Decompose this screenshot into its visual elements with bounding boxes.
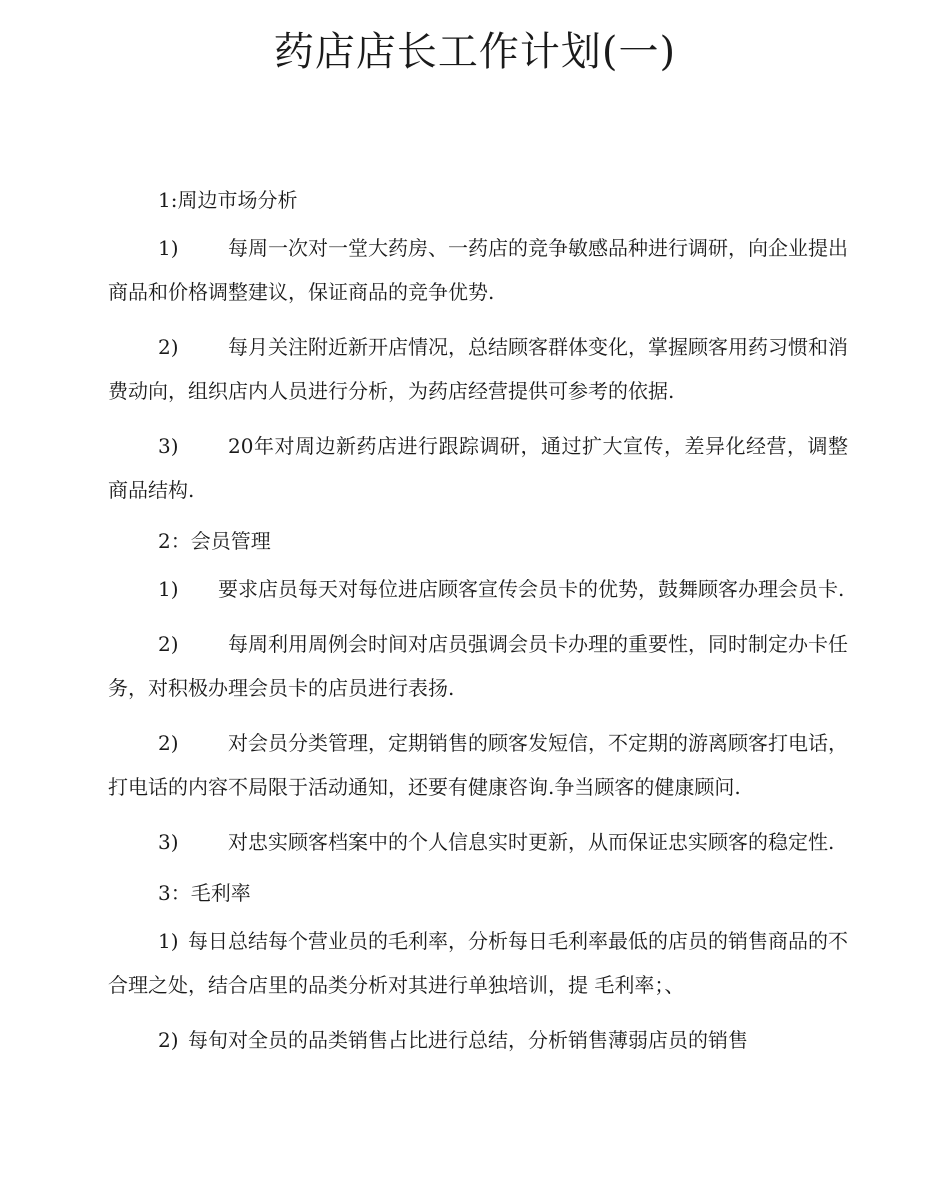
item-text: 每周利用周例会时间对店员强调会员卡办理的重要性，同时制定办卡任务，对积极办理会员卡的店员进行表扬. — [108, 632, 848, 700]
item-number: 2) — [158, 335, 179, 359]
document-body — [108, 182, 848, 1073]
item-number: 3) — [158, 434, 179, 458]
item-number: 2) — [158, 632, 179, 656]
list-item — [108, 622, 848, 710]
item-text: 对忠实顾客档案中的个人信息实时更新，从而保证忠实顾客的稳定性. — [228, 830, 835, 854]
item-text: 要求店员每天对每位进店顾客宣传会员卡的优势，鼓舞顾客办理会员卡. — [218, 577, 845, 601]
item-number: 2) — [158, 1028, 179, 1052]
list-item — [108, 424, 848, 512]
item-number: 2) — [158, 731, 179, 755]
list-item — [108, 721, 848, 809]
item-text: 每旬对全员的品类销售占比进行总结，分析销售薄弱店员的销售 — [188, 1028, 748, 1052]
list-item — [108, 1018, 848, 1062]
item-number: 1) — [158, 929, 179, 953]
item-text: 每周一次对一堂大药房、一药店的竞争敏感品种进行调研，向企业提出商品和价格调整建议，保证商品的竞争优势. — [108, 236, 848, 304]
item-number: 1) — [158, 236, 179, 260]
item-text: 对会员分类管理，定期销售的顾客发短信，不定期的游离顾客打电话，打电话的内容不局限于活动通知，还要有健康咨询.争当顾客的健康顾问. — [108, 731, 848, 799]
list-item — [108, 325, 848, 413]
document-title: 药店店长工作计划(一) — [273, 29, 677, 75]
list-item — [108, 919, 848, 1007]
list-item — [108, 820, 848, 864]
section-heading-market-analysis: 1:周边市场分析 — [158, 188, 298, 212]
item-text: 每日总结每个营业员的毛利率，分析每日毛利率最低的店员的销售商品的不合理之处，结合店里的品类分析对其进行单独培训，提 毛利率；、 — [108, 929, 848, 997]
section-heading-member-management: 2：会员管理 — [158, 529, 271, 553]
section-heading-gross-margin: 3：毛利率 — [158, 881, 251, 905]
list-item — [108, 226, 848, 314]
item-number: 3) — [158, 830, 179, 854]
item-number: 1) — [158, 577, 179, 601]
list-item — [108, 567, 848, 611]
item-text: 每月关注附近新开店情况，总结顾客群体变化，掌握顾客用药习惯和消费动向，组织店内人员进行分析，为药店经营提供可参考的依据. — [108, 335, 848, 403]
item-text: 20年对周边新药店进行跟踪调研，通过扩大宣传，差异化经营，调整商品结构. — [108, 434, 848, 502]
